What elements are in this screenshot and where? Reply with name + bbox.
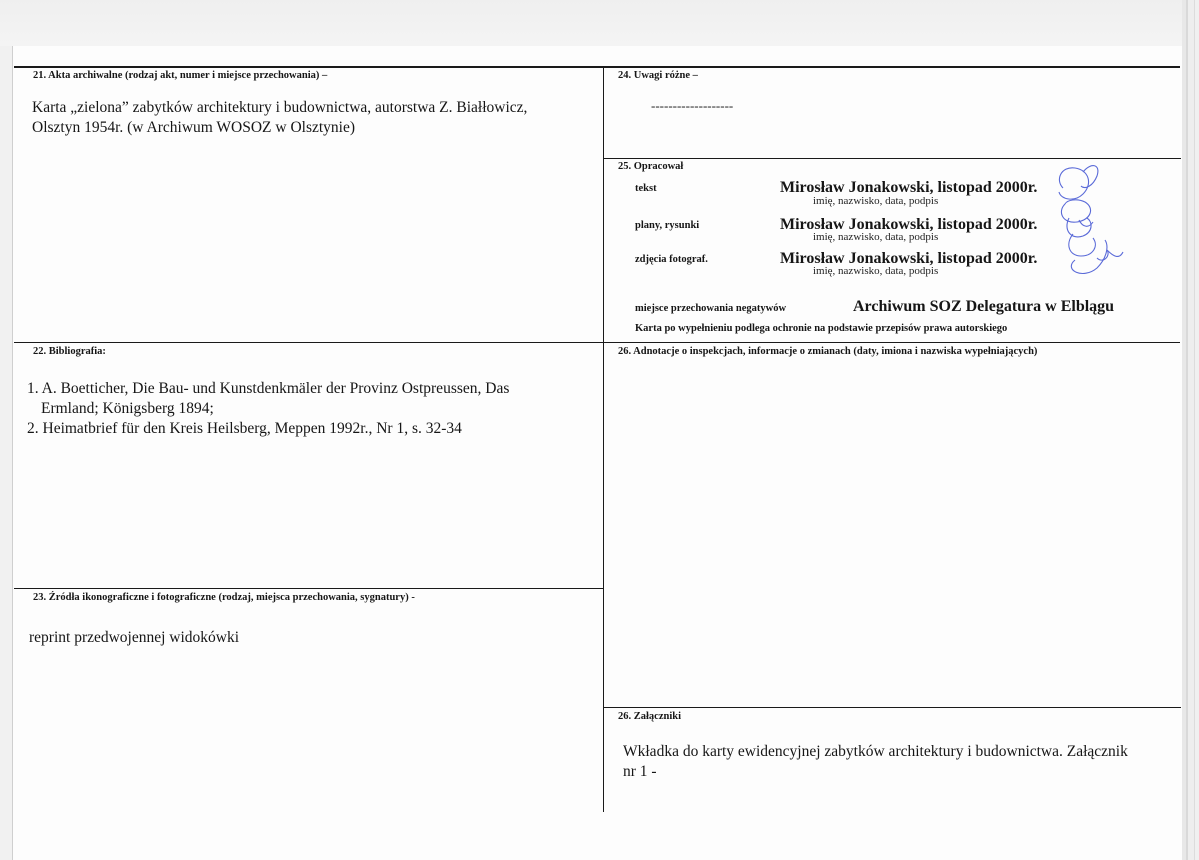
scan-right-edge: [1182, 0, 1199, 860]
negatives-value: Archiwum SOZ Delegatura w Elblągu: [853, 298, 1115, 315]
record-card: [12, 46, 1182, 860]
row-hint-plany: imię, nazwisko, data, podpis: [813, 231, 939, 243]
rule-26-att: [604, 707, 1181, 708]
rule-22-23: [14, 588, 604, 589]
bibliography-item-1-line2: Ermland; Königsberg 1894;: [41, 400, 214, 417]
section-26-attachments-header: 26. Załączniki: [618, 711, 682, 722]
scan-top-margin: [0, 0, 1182, 46]
handwritten-signature: [1053, 160, 1125, 280]
section-21-line2: Olsztyn 1954r. (w Archiwum WOSOZ w Olsztynie): [32, 119, 356, 136]
section-26-annotations-header: 26. Adnotacje o inspekcjach, informacje o zmianach (daty, imiona i nazwiska wypełniających): [618, 346, 1038, 357]
section-24-text: -------------------: [651, 98, 734, 113]
rule-21-22: [14, 342, 1180, 343]
attachments-line1: Wkładka do karty ewidencyjnej zabytków architektury i budownictwa. Załącznik: [623, 743, 1128, 760]
row-name-plany: Mirosław Jonakowski, listopad 2000r.: [780, 216, 1038, 233]
section-23-header: 23. Źródła ikonograficzne i fotograficzne (rodzaj, miejsca przechowania, sygnatury) -: [33, 592, 415, 603]
rule-24-25: [604, 158, 1181, 159]
copyright-note: Karta po wypełnieniu podlega ochronie na podstawie przepisów prawa autorskiego: [635, 323, 1008, 334]
section-23-text: reprint przedwojennej widokówki: [29, 629, 240, 646]
row-hint-zdjecia: imię, nazwisko, data, podpis: [813, 265, 939, 277]
bibliography-item-1-line1: 1. A. Boetticher, Die Bau- und Kunstdenkmäler der Provinz Ostpreussen, Das: [27, 380, 510, 397]
negatives-label: miejsce przechowania negatywów: [635, 303, 787, 314]
section-22-header: 22. Bibliografia:: [33, 346, 106, 357]
section-21-line1: Karta „zielona” zabytków architektury i budownictwa, autorstwa Z. Białłowicz,: [32, 99, 528, 116]
row-name-zdjecia: Mirosław Jonakowski, listopad 2000r.: [780, 250, 1038, 267]
section-21-header: 21. Akta archiwalne (rodzaj akt, numer i miejsce przechowania) –: [33, 70, 328, 81]
row-label-tekst: tekst: [635, 183, 657, 194]
row-hint-tekst: imię, nazwisko, data, podpis: [813, 195, 939, 207]
section-24-header: 24. Uwagi różne –: [618, 70, 698, 81]
center-divider: [603, 66, 604, 812]
section-25-header: 25. Opracował: [618, 161, 684, 172]
row-label-zdjecia: zdjęcia fotograf.: [635, 254, 708, 265]
row-label-plany: plany, rysunki: [635, 220, 700, 231]
top-rule: [14, 66, 1180, 68]
attachments-line2: nr 1 -: [623, 763, 657, 780]
row-name-tekst: Mirosław Jonakowski, listopad 2000r.: [780, 179, 1038, 196]
bibliography-item-2: 2. Heimatbrief für den Kreis Heilsberg, Meppen 1992r., Nr 1, s. 32-34: [27, 420, 462, 437]
